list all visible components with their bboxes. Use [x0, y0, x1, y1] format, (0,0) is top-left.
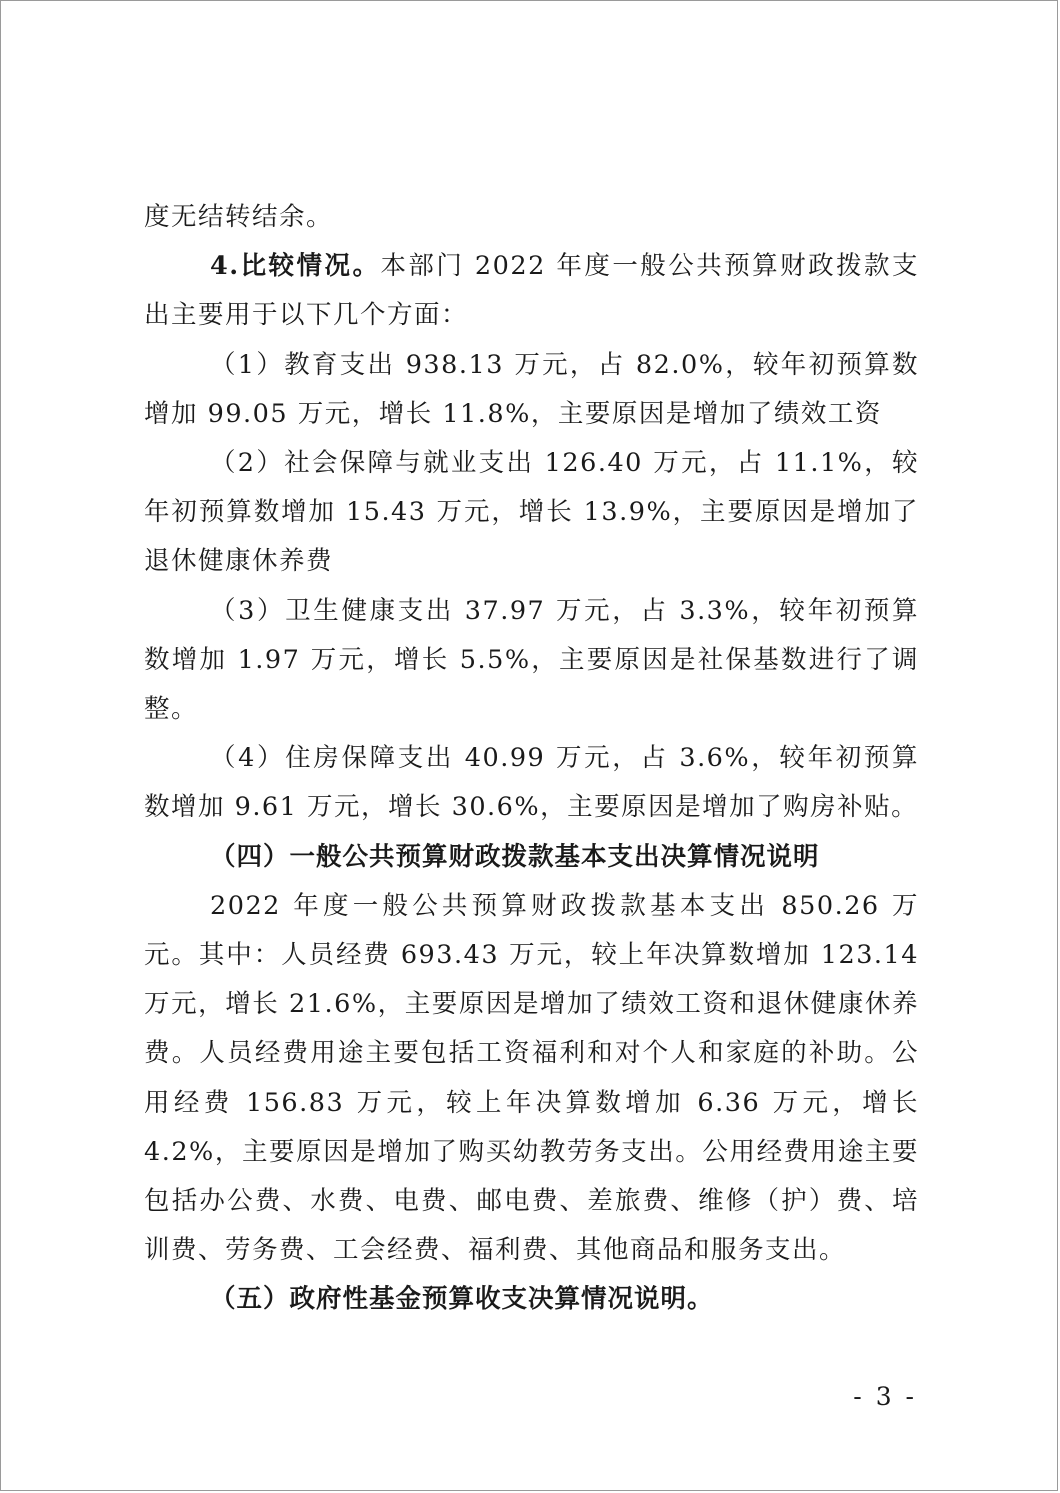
paragraph-lead-bold: 4.比较情况。 — [210, 251, 381, 282]
document-body — [144, 193, 919, 1325]
paragraph-comparison-text: 本部门 2022 年度一般公共预算财政拨款支出主要用于以下几个方面： — [144, 251, 920, 331]
section-heading-basic-expenditure: （四）一般公共预算财政拨款基本支出决算情况说明 — [210, 841, 820, 872]
paragraph-comparison — [144, 242, 919, 340]
section-heading-government-fund: （五）政府性基金预算收支决算情况说明。 — [210, 1284, 714, 1315]
paragraph-social-security: （2）社会保障与就业支出 126.40 万元，占 11.1%，较年初预算数增加 15.43 万元，增长 13.9%，主要原因是增加了退休健康休养费 — [144, 448, 919, 577]
paragraph-health: （3）卫生健康支出 37.97 万元，占 3.3%，较年初预算数增加 1.97 万元，增长 5.5%，主要原因是社保基数进行了调整。 — [144, 595, 919, 725]
page-number: - 3 - — [853, 1382, 917, 1411]
paragraph-carryover: 度无结转结余。 — [144, 202, 334, 232]
paragraph-housing: （4）住房保障支出 40.99 万元，占 3.6%，较年初预算数增加 9.61 万元，增长 30.6%，主要原因是增加了购房补贴。 — [144, 743, 919, 823]
paragraph-basic-expenditure: 2022 年度一般公共预算财政拨款基本支出 850.26 万元。其中：人员经费 693.43 万元，较上年决算数增加 123.14 万元，增长 21.6%，主要原因是增加了绩效工资和退休健康休养费。人员经费用途主要包括工资福利和对个人和家庭的补助。公用经费 156.83 万元，较上年决算数增加 6.36 万元，增长 4.2%，主要原因是增加了购买幼教劳务支出。公用经费用途主要包括办公费、水费、电费、邮电费、差旅费、维修（护）费、培训费、劳务费、工会经费、福利费、其他商品和服务支出。 — [144, 890, 919, 1266]
paragraph-education: （1）教育支出 938.13 万元，占 82.0%，较年初预算数增加 99.05 万元，增长 11.8%，主要原因是增加了绩效工资 — [144, 349, 919, 429]
